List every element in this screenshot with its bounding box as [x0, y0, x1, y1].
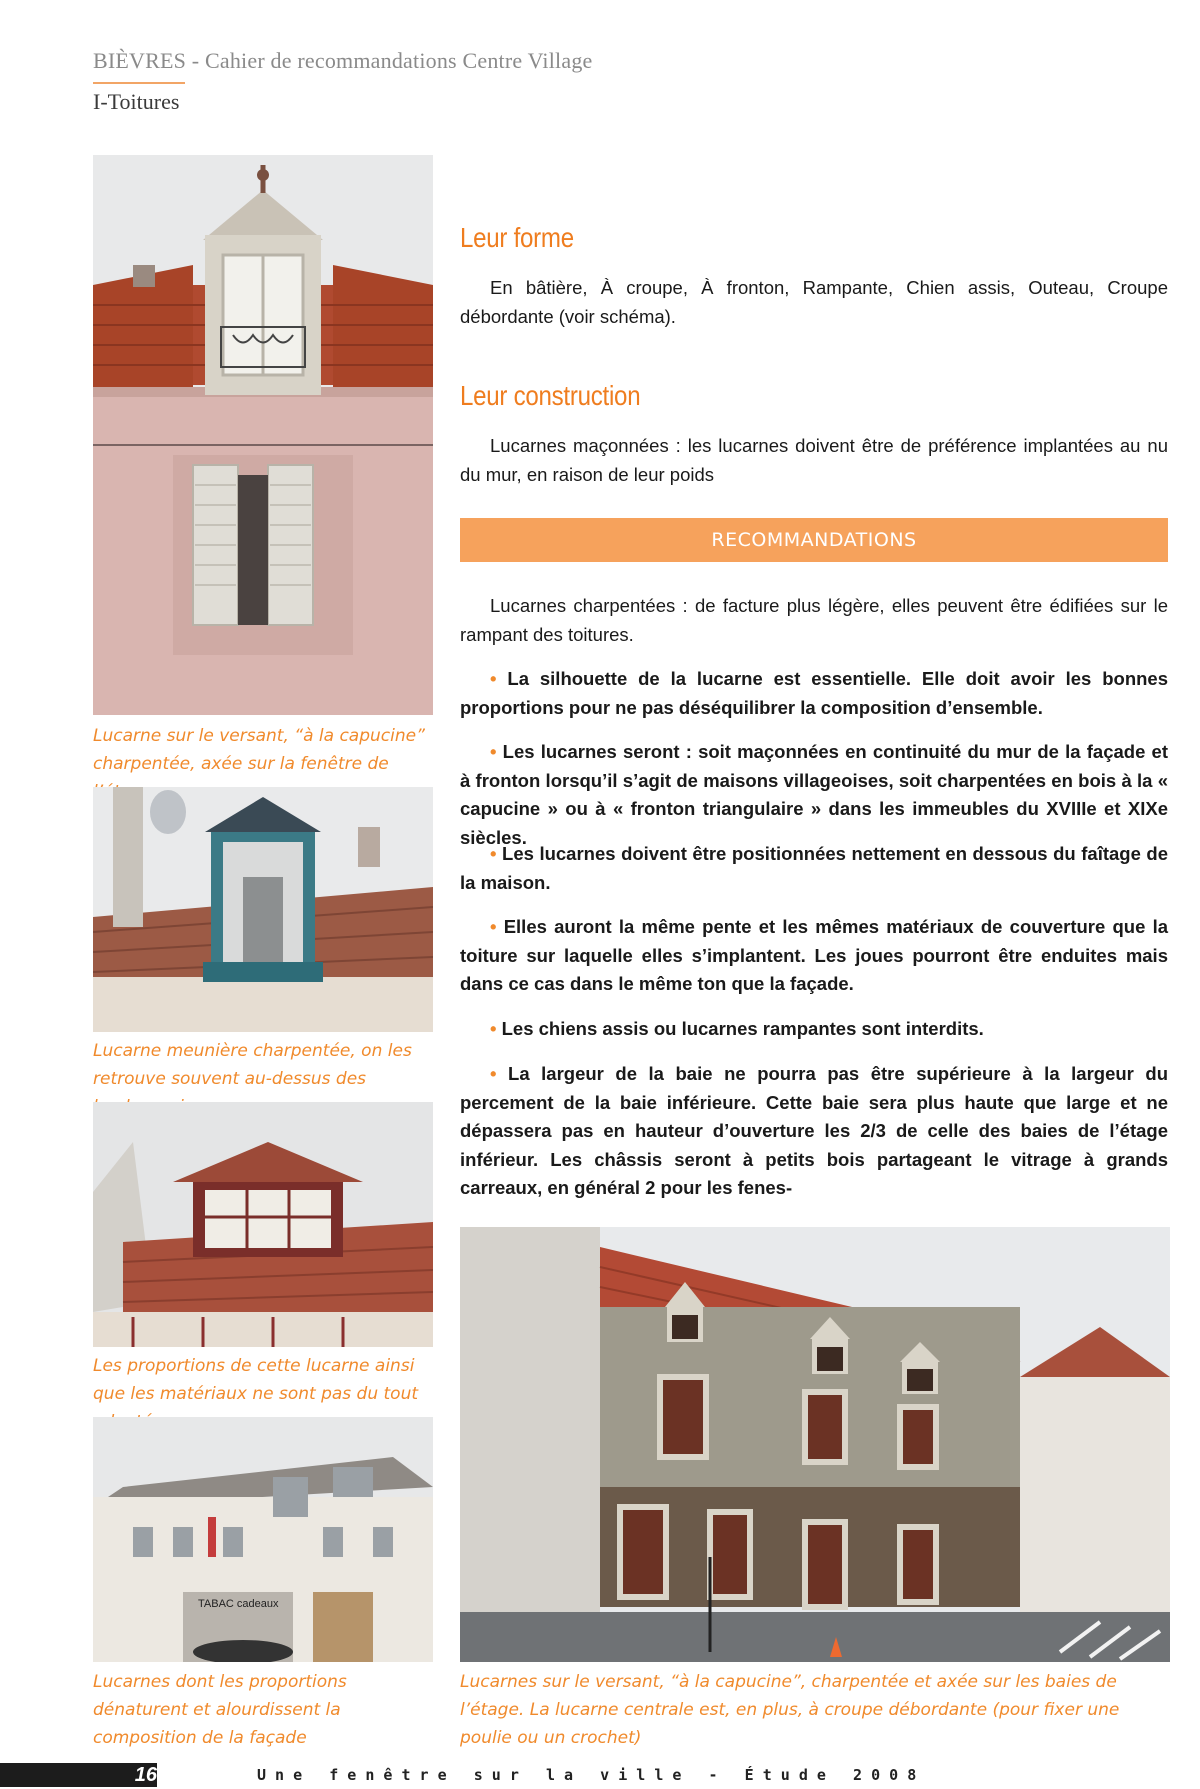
- recommendation-text: Elles auront la même pente et les mêmes matériaux de couverture que la toiture sur laquelle elles s’implantent. Les joues pourront être enduites mais dans ce cas dans le même ton que la façade.: [460, 916, 1169, 994]
- bullet-icon: •: [490, 1063, 497, 1084]
- photo-caption: Lucarnes sur le versant, “à la capucine”, charpentée et axée sur les baies de l’étage. La lucarne centrale est, en plus, à croupe débordante (pour fixer une poulie ou un crochet): [460, 1672, 1120, 1748]
- page-number: [0, 1763, 157, 1787]
- bullet-icon: •: [490, 1018, 497, 1039]
- recommendation-text: La largeur de la baie ne pourra pas être supérieure à la largeur du percement de la baie inférieure. Cette baie sera plus haute que large et ne dépassera pas en hauteur d’ouverture les 2/3 de celle des baies de l’étage inférieur. Les châssis seront à petits bois partageant le vitrage à grands carreaux, en général 2 pour les fenes-: [460, 1063, 1168, 1198]
- photo-capucine-dormer: [93, 155, 433, 715]
- photo-caption: Lucarnes dont les proportions dénaturent et alourdissent la composition de la façade: [93, 1672, 347, 1748]
- section-heading-forme: Leur forme: [460, 222, 574, 253]
- recommendation-item: [460, 1060, 1168, 1203]
- document-section-title: I-Toitures: [93, 89, 180, 114]
- recommendation-text: La silhouette de la lucarne est essentielle. Elle doit avoir les bonnes proportions pour ne pas déséquilibrer la composition d’ensemble.: [460, 668, 1169, 718]
- photo-unsuitable-dormer: [93, 1102, 433, 1347]
- recommendations-intro: Lucarnes charpentées : de facture plus légère, elles peuvent être édifiées sur le rampant des toitures.: [460, 595, 1168, 645]
- photo-building-dormers: [460, 1227, 1170, 1662]
- photo-caption: Lucarne sur le versant, “à la capucine” charpentée, axée sur la fenêtre de: [93, 726, 425, 774]
- recommendation-text: Les lucarnes doivent être positionnées nettement en dessous du faîtage de la maison.: [460, 843, 1169, 893]
- bullet-icon: •: [490, 741, 497, 762]
- photo-meuniere-dormer: [93, 787, 433, 1032]
- construction-paragraph: Lucarnes maçonnées : les lucarnes doivent être de préférence implantées au nu du mur, en raison de leur poids: [460, 435, 1168, 485]
- recommendation-item: [460, 738, 1168, 852]
- footer-tagline: U n e f e n ê t r e s u r l a v i l l e - É t u d e 2 0 0 8: [257, 1766, 917, 1784]
- recommendation-item: [460, 665, 1168, 722]
- bullet-icon: •: [490, 916, 497, 937]
- photo-caption: Les proportions de cette lucarne ainsi que les matériaux ne sont pas du tout: [93, 1356, 419, 1404]
- photo-caption: Lucarne meunière charpentée, on les retrouve souvent au-dessus des: [93, 1041, 412, 1089]
- bullet-icon: •: [490, 668, 497, 689]
- photo-facade-tabac: [93, 1417, 433, 1662]
- recommendation-text: Les lucarnes seront : soit maçonnées en continuité du mur de la façade et à fronton lorsqu’il s’agit de maisons villageoises, soit charpentées en bois à la « capucine » ou à « fronton triangulaire » dans les immeubles du XVIIIe et XIXe siècles.: [460, 741, 1168, 848]
- recommendation-item: [460, 840, 1168, 897]
- section-heading-construction: Leur construction: [460, 380, 641, 411]
- page-number-text: 16: [134, 1764, 157, 1786]
- recommendations-banner: RECOMMANDATIONS: [460, 518, 1168, 562]
- header-divider: [93, 82, 185, 84]
- shop-sign-text: TABAC cadeaux: [198, 1598, 279, 1610]
- recommendation-item: [460, 913, 1168, 999]
- recommendation-text: Les chiens assis ou lucarnes rampantes sont interdits.: [501, 1018, 984, 1039]
- forme-paragraph: En bâtière, À croupe, À fronton, Rampante, Chien assis, Outeau, Croupe débordante (voir schéma).: [460, 277, 1168, 327]
- recommendation-item: [460, 1015, 1168, 1044]
- document-header-title: BIÈVRES - Cahier de recommandations Centre Village: [93, 48, 593, 73]
- bullet-icon: •: [490, 843, 497, 864]
